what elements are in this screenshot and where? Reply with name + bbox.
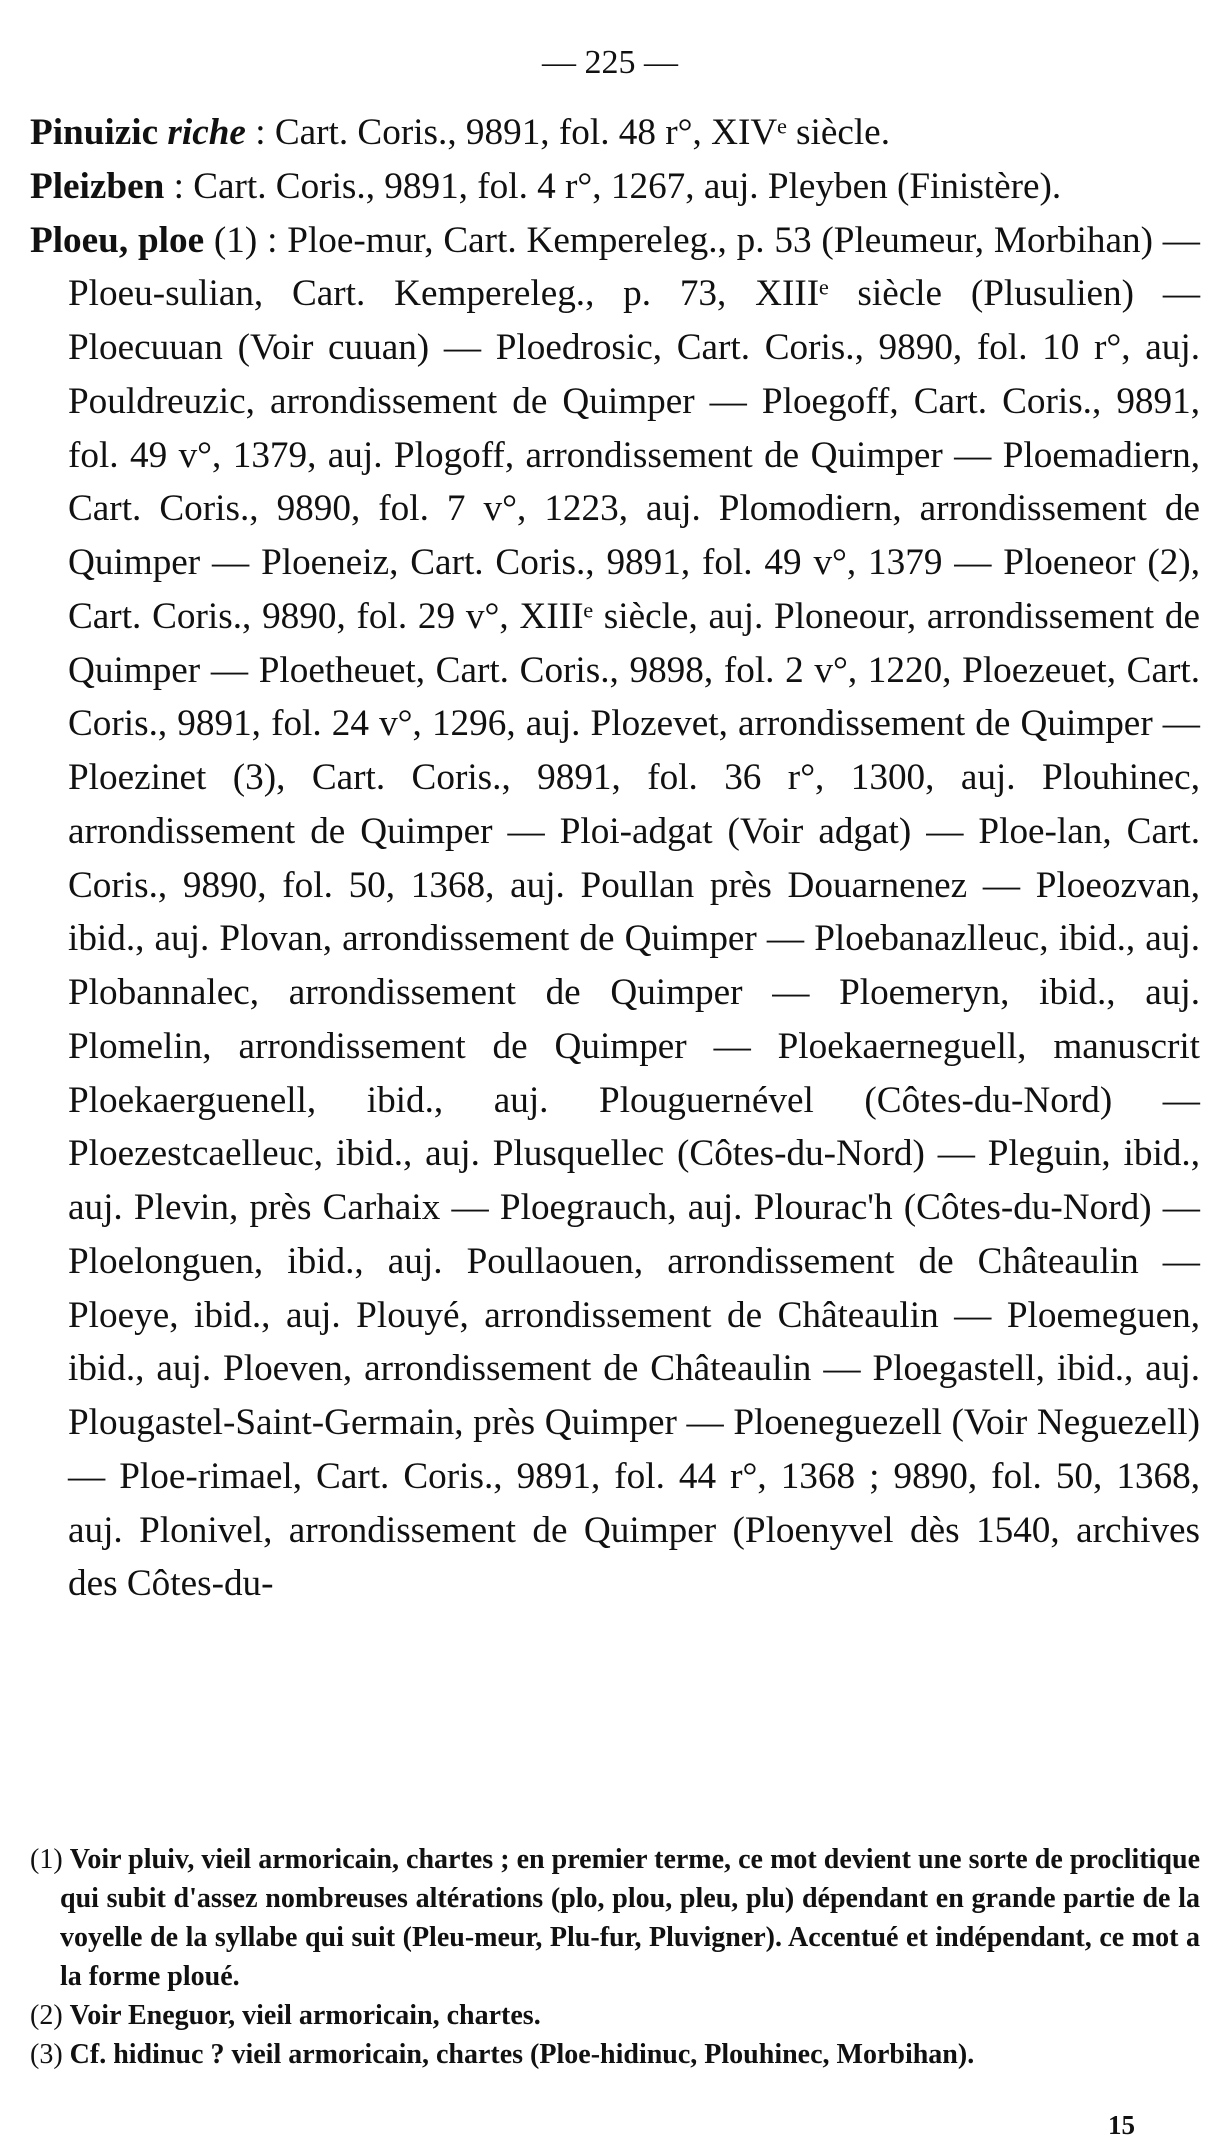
entry-text: : Cart. Coris., 9891, fol. 48 r°, XIVᵉ siècle. bbox=[245, 112, 890, 153]
signature-mark: 15 bbox=[1108, 2110, 1135, 2140]
footnote-mark: (2) bbox=[30, 2000, 63, 2031]
page-number: — 225 — bbox=[542, 44, 678, 81]
footnote-text: Voir Eneguor, vieil armoricain, chartes. bbox=[69, 2000, 541, 2031]
entry-ploeu bbox=[30, 214, 1200, 1612]
footnote-text: Voir pluiv, vieil armoricain, chartes ; en premier terme, ce mot devient une sorte de proclitique qui subit d'assez nombreuses altérations (plo, plou, pleu, plu) dépendant en grande partie de la voyelle de la syllabe qui suit (Pleu-meur, Plu-fur, Pluvigner). Accentué et indépendant, ce mot a la forme ploué. bbox=[60, 1844, 1200, 1992]
headword-gloss: riche bbox=[167, 112, 246, 153]
headword: Pleizben bbox=[30, 165, 165, 207]
main-text bbox=[30, 106, 1200, 1611]
footnote-1 bbox=[30, 1840, 1200, 1996]
headword: Ploeu, ploe bbox=[30, 219, 205, 261]
entry-text: : Cart. Coris., 9891, fol. 4 r°, 1267, auj. Pleyben (Finistère). bbox=[164, 165, 1062, 207]
headword: Pinuizic bbox=[30, 112, 159, 153]
entry-pleizben bbox=[30, 160, 1200, 214]
footnote-3 bbox=[30, 2035, 1200, 2074]
footnote-2 bbox=[30, 1996, 1200, 2035]
entry-pinuizic bbox=[30, 106, 1200, 160]
footnote-text: Cf. hidinuc ? vieil armoricain, chartes (Ploe-hidinuc, Plouhinec, Morbihan). bbox=[69, 2039, 975, 2070]
footnote-mark: (1) bbox=[30, 1844, 63, 1875]
footnotes bbox=[30, 1840, 1200, 2074]
footnote-mark: (3) bbox=[30, 2039, 63, 2070]
entry-text: (1) : Ploe-mur, Cart. Kempereleg., p. 53 (Pleumeur, Morbihan) — Ploeu-sulian, Cart. Kempereleg., p. 73, XIIIᵉ siècle (Plusulien) — Ploecuuan (Voir cuuan) — Ploedrosic, Cart. Coris., 9890, fol. 10 r°, auj. Pouldreuzic, arrondissement de Quimper — Ploegoff, Cart. Coris., 9891, fol. 49 v°, 1379, auj. Plogoff, arrondissement de Quimper — Ploemadiern, Cart. Coris., 9890, fol. 7 v°, 1223, auj. Plomodiern, arrondissement de Quimper — Ploeneiz, Cart. Coris., 9891, fol. 49 v°, 1379 — Ploeneor (2), Cart. Coris., 9890, fol. 29 v°, XIIIᵉ siècle, auj. Ploneour, arrondissement de Quimper — Ploetheuet, Cart. Coris., 9898, fol. 2 v°, 1220, Ploezeuet, Cart. Coris., 9891, fol. 24 v°, 1296, auj. Plozevet, arrondissement de Quimper — Ploezinet (3), Cart. Coris., 9891, fol. 36 r°, 1300, auj. Plouhinec, arrondissement de Quimper — Ploi-adgat (Voir adgat) — Ploe-lan, Cart. Coris., 9890, fol. 50, 1368, auj. Poullan près Douarnenez — Ploeozvan, ibid., auj. Plovan, arrondissement de Quimper — Ploebanazlleuc, ibid., auj. Plobannalec, arrondissement de Quimper — Ploemeryn, ibid., auj. Plomelin, arrondissement de Quimper — Ploekaerneguell, manuscrit Ploekaerguenell, ibid., auj. Plouguernével (Côtes-du-Nord) — Ploezestcaelleuc, ibid., auj. Plusquellec (Côtes-du-Nord) — Pleguin, ibid., auj. Plevin, près Carhaix — Ploegrauch, auj. Plourac'h (Côtes-du-Nord) — Ploelonguen, ibid., auj. Poullaouen, arrondissement de Châteaulin — Ploeye, ibid., auj. Plouyé, arrondissement de Châteaulin — Ploemeguen, ibid., auj. Ploeven, arrondissement de Châteaulin — Ploegastell, ibid., auj. Plougastel-Saint-Germain, près Quimper — Ploeneguezell (Voir Neguezell) — Ploe-rimael, Cart. Coris., 9891, fol. 44 r°, 1368 ; 9890, fol. 50, 1368, auj. Plonivel, arrondissement de Quimper (Ploenyvel dès 1540, archives des Côtes-du- bbox=[68, 219, 1200, 1605]
